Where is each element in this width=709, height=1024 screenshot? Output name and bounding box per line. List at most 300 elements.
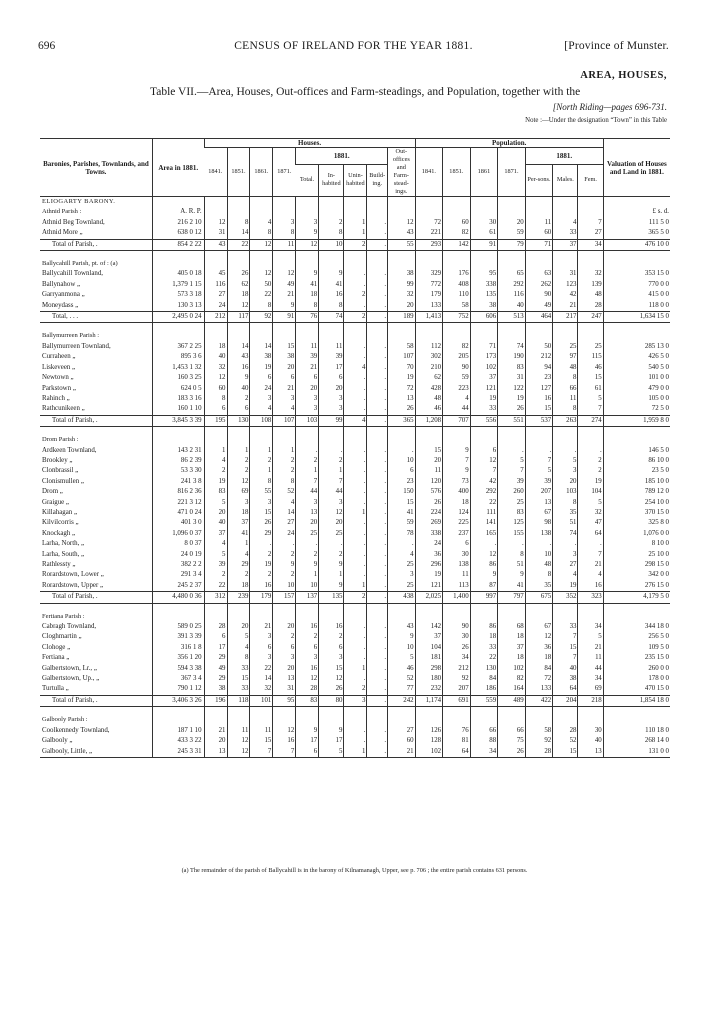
row-cell: 12 [227, 477, 250, 487]
row-cell: 797 [498, 592, 526, 603]
empty-cell [498, 197, 526, 208]
row-cell: 338 [470, 280, 498, 290]
row-cell: 370 15 0 [603, 508, 670, 518]
row-cell: 179 [250, 592, 273, 603]
empty-cell [388, 207, 416, 217]
row-cell: 43 [227, 352, 250, 362]
row-cell: 7 [319, 477, 344, 487]
row-cell: 292 [498, 280, 526, 290]
empty-cell [443, 612, 471, 622]
row-cell: 3 [388, 570, 416, 580]
row-cell: 32 [204, 363, 227, 373]
row-cell: 33 [470, 643, 498, 653]
row-cell: 8 [204, 394, 227, 404]
row-cell: 12 [273, 269, 296, 279]
row-cell: 23 5 0 [603, 466, 670, 476]
row-cell: . [367, 539, 388, 549]
heading-row [40, 259, 670, 269]
row-cell: 11 [553, 394, 578, 404]
row-cell: 5 [388, 653, 416, 663]
row-cell: 3 [319, 394, 344, 404]
row-cell: 2 [344, 312, 367, 323]
col-p1861: 1861 [470, 148, 498, 197]
spacer-cell [152, 427, 204, 436]
spacer-cell [470, 251, 498, 260]
row-cell: 21 [578, 560, 603, 570]
row-cell: 146 5 0 [603, 446, 670, 456]
row-cell: 52 [273, 487, 296, 497]
row-cell: 45 [204, 269, 227, 279]
row-cell: 312 [204, 592, 227, 603]
heading-row [40, 435, 670, 445]
row-cell: 2 [250, 456, 273, 466]
row-cell: 59 [388, 518, 416, 528]
row-cell: 74 [553, 529, 578, 539]
row-cell: 95 [273, 695, 296, 706]
row-cell: 38 [388, 269, 416, 279]
row-cell: 103 [296, 415, 319, 426]
row-cell: 8 [250, 477, 273, 487]
row-cell: 9 [319, 581, 344, 592]
spacer-cell [553, 603, 578, 612]
row-cell: . [344, 352, 367, 362]
row-cell: . [344, 269, 367, 279]
row-cell: . [367, 518, 388, 528]
row-cell: 8 [227, 653, 250, 663]
row-cell: 2 [319, 550, 344, 560]
empty-cell [344, 331, 367, 341]
row-cell: 30 [443, 632, 471, 642]
spacer-cell [603, 707, 670, 716]
row-cell: . [367, 456, 388, 466]
row-cell: 2 [273, 570, 296, 580]
row-cell: 74 [319, 312, 344, 323]
row-cell: 74 [498, 342, 526, 352]
spacer-cell [603, 323, 670, 332]
row-cell: 9 [227, 373, 250, 383]
row-cell: 1 [273, 446, 296, 456]
row-cell: . [367, 487, 388, 497]
row-cell: 382 2 2 [152, 560, 204, 570]
row-cell: 113 [443, 581, 471, 592]
spacer-cell [273, 603, 296, 612]
empty-cell [367, 715, 388, 725]
spacer-cell [578, 323, 603, 332]
row-cell: . [388, 539, 416, 549]
row-cell: 2 [250, 550, 273, 560]
row-cell: 28 [553, 726, 578, 736]
table-row [40, 684, 670, 695]
row-cell: . [344, 446, 367, 456]
row-cell: 260 [498, 487, 526, 497]
table-row [40, 664, 670, 674]
row-cell: 4 [388, 550, 416, 560]
empty-cell [367, 435, 388, 445]
row-cell: 1,634 15 0 [603, 312, 670, 323]
row-cell: 19 [415, 570, 443, 580]
row-cell: 31 [273, 684, 296, 695]
row-cell: 33 [227, 684, 250, 695]
row-cell: 38 [553, 674, 578, 684]
row-name: Drom „ [42, 488, 63, 496]
spacer-cell [344, 251, 367, 260]
total-row [40, 239, 670, 250]
empty-cell [250, 715, 273, 725]
row-cell: 1 [344, 218, 367, 228]
row-cell: 107 [273, 415, 296, 426]
spacer-cell [388, 323, 416, 332]
row-cell: 37 [470, 373, 498, 383]
row-cell: 12 [388, 218, 416, 228]
heading-row [40, 612, 670, 622]
table-row [40, 550, 670, 560]
row-cell: 352 [553, 592, 578, 603]
row-cell: 82 [443, 228, 471, 239]
empty-cell [319, 207, 344, 217]
row-cell: . [344, 498, 367, 508]
row-cell: 216 2 10 [152, 218, 204, 228]
row-name: Rathlessty „ [42, 561, 76, 568]
empty-cell [553, 259, 578, 269]
row-cell: 33 [470, 404, 498, 415]
empty-cell [344, 259, 367, 269]
row-cell: 31 [498, 373, 526, 383]
empty-cell [250, 207, 273, 217]
row-cell: 37 [415, 632, 443, 642]
row-cell: 2 [296, 456, 319, 466]
spacer-row [40, 603, 670, 612]
table-row [40, 560, 670, 570]
row-cell: 40 [578, 736, 603, 746]
row-cell: 102 [470, 363, 498, 373]
empty-cell [525, 197, 553, 208]
empty-cell [388, 197, 416, 208]
row-cell: 60 [204, 384, 227, 394]
row-cell: . [367, 342, 388, 352]
row-name: Curraheen „ [42, 353, 76, 361]
empty-cell [525, 612, 553, 622]
spacer-cell [296, 603, 319, 612]
row-cell: 1,959 8 0 [603, 415, 670, 426]
row-cell: 22 [250, 664, 273, 674]
row-name: Galbooly Parish : [42, 716, 88, 724]
row-cell: 10 [273, 581, 296, 592]
row-cell: 10 [388, 643, 416, 653]
empty-cell [603, 331, 670, 341]
row-cell: 316 1 8 [152, 643, 204, 653]
row-cell: 99 [388, 280, 416, 290]
row-cell: 6 [273, 643, 296, 653]
empty-cell [227, 612, 250, 622]
row-cell: . [344, 632, 367, 642]
empty-cell [415, 331, 443, 341]
row-cell: 2 [250, 570, 273, 580]
row-cell: 91 [273, 312, 296, 323]
empty-cell [388, 259, 416, 269]
row-cell: 21 [273, 290, 296, 300]
row-cell: 32 [250, 684, 273, 695]
row-cell: 122 [498, 384, 526, 394]
row-cell: 20 [273, 622, 296, 632]
row-cell: 20 [553, 477, 578, 487]
row-cell: 40 [227, 384, 250, 394]
row-cell: 9 [470, 570, 498, 580]
row-cell: 422 [525, 695, 553, 706]
row-cell: 71 [470, 342, 498, 352]
row-cell: 14 [273, 508, 296, 518]
row-cell: 55 [250, 487, 273, 497]
row-cell: 513 [498, 312, 526, 323]
table-row [40, 342, 670, 352]
row-cell: 95 [470, 269, 498, 279]
row-cell: 72 5 0 [603, 404, 670, 415]
row-cell: 8 [227, 218, 250, 228]
spacer-cell [152, 603, 204, 612]
row-cell: . [344, 466, 367, 476]
row-cell: 9 [388, 632, 416, 642]
row-cell: 1,379 1 15 [152, 280, 204, 290]
row-cell: 4 [273, 404, 296, 415]
row-cell: 60 [443, 218, 471, 228]
row-cell: 232 [415, 684, 443, 695]
row-cell: 71 [525, 239, 553, 250]
empty-cell [578, 207, 603, 217]
row-cell: 31 [553, 269, 578, 279]
row-cell: 173 [470, 352, 498, 362]
row-cell: 789 12 0 [603, 487, 670, 497]
row-cell: 15 [553, 747, 578, 758]
row-name: Turtulla „ [42, 685, 69, 693]
riding-pages: [North Riding—pages 696-731. [552, 102, 667, 112]
table-row [40, 301, 670, 312]
empty-cell [470, 331, 498, 341]
row-cell: 7 [498, 466, 526, 476]
row-cell: . [525, 539, 553, 549]
row-cell: 18 [498, 653, 526, 663]
spacer-cell [250, 427, 273, 436]
row-cell: 118 [227, 695, 250, 706]
spacer-cell [498, 427, 526, 436]
row-cell: 14 [250, 342, 273, 352]
row-cell: . [367, 301, 388, 312]
empty-cell [319, 715, 344, 725]
row-cell: 29 [227, 560, 250, 570]
row-cell: 276 15 0 [603, 581, 670, 592]
row-cell: 18 [470, 632, 498, 642]
row-cell: 15 [578, 373, 603, 383]
row-cell: 291 3 4 [152, 570, 204, 580]
row-cell: 2 [273, 632, 296, 642]
row-cell: 66 [470, 726, 498, 736]
row-cell: 12 [470, 456, 498, 466]
row-cell: 19 [204, 477, 227, 487]
row-cell: 82 [498, 674, 526, 684]
row-cell: . [367, 570, 388, 580]
row-cell: 221 3 12 [152, 498, 204, 508]
row-cell: 79 [498, 239, 526, 250]
row-cell: 99 [319, 415, 344, 426]
row-cell: 10 [319, 239, 344, 250]
empty-cell [296, 435, 319, 445]
row-cell: 105 0 0 [603, 394, 670, 404]
table-row [40, 373, 670, 383]
empty-cell [388, 331, 416, 341]
row-cell: 78 [388, 529, 416, 539]
row-cell: 21 [553, 301, 578, 312]
empty-cell [319, 435, 344, 445]
row-cell: 3 [250, 632, 273, 642]
row-cell: 127 [525, 384, 553, 394]
empty-cell [470, 259, 498, 269]
row-cell: 40 [553, 664, 578, 674]
row-cell: 39 [498, 477, 526, 487]
empty-cell [227, 435, 250, 445]
row-cell: 225 [443, 518, 471, 528]
row-cell: 72 [415, 218, 443, 228]
row-cell: 50 [250, 280, 273, 290]
row-cell: 72 [388, 384, 416, 394]
spacer-cell [553, 323, 578, 332]
row-cell: 274 [578, 415, 603, 426]
spacer-cell [227, 323, 250, 332]
empty-cell [204, 197, 227, 208]
empty-cell [319, 612, 344, 622]
row-cell: 65 [498, 269, 526, 279]
empty-cell [443, 259, 471, 269]
spacer-cell [415, 707, 443, 716]
empty-cell [498, 435, 526, 445]
spacer-cell [415, 427, 443, 436]
row-cell: 25 [498, 498, 526, 508]
row-cell: 83 [204, 487, 227, 497]
row-cell: 20 [227, 622, 250, 632]
spacer-cell [319, 603, 344, 612]
row-name: Liskeveen „ [42, 363, 76, 371]
row-cell: 8 0 37 [152, 539, 204, 549]
valuation-units: £ s. d. [603, 207, 670, 217]
row-cell: 7 [553, 653, 578, 663]
row-cell: . [344, 487, 367, 497]
col-inhabited: In-habited [319, 164, 344, 196]
row-cell: 62 [415, 373, 443, 383]
row-cell: 185 10 0 [603, 477, 670, 487]
row-cell: 8 [525, 570, 553, 580]
row-cell: 80 [319, 695, 344, 706]
col-h1871: 1871. [273, 148, 296, 197]
row-cell: 3 [273, 394, 296, 404]
spacer-cell [443, 427, 471, 436]
spacer-cell [273, 707, 296, 716]
row-cell: 16 [250, 581, 273, 592]
row-cell: 9 [273, 301, 296, 312]
row-cell: 16 [525, 394, 553, 404]
table-body [40, 197, 670, 758]
row-cell: 471 0 24 [152, 508, 204, 518]
spacer-cell [367, 603, 388, 612]
row-cell: 49 [525, 301, 553, 312]
row-cell: . [344, 529, 367, 539]
row-cell: 296 [415, 560, 443, 570]
empty-cell [603, 435, 670, 445]
row-cell: 9 [296, 269, 319, 279]
row-cell: 46 [578, 363, 603, 373]
row-cell: 415 0 0 [603, 290, 670, 300]
row-cell: 22 [470, 653, 498, 663]
row-cell: 224 [415, 508, 443, 518]
row-cell: 83 [498, 363, 526, 373]
row-cell: 73 [443, 477, 471, 487]
row-cell: 43 [204, 239, 227, 250]
table-row [40, 384, 670, 394]
row-cell: 2,495 0 24 [152, 312, 204, 323]
row-cell: 60 [525, 228, 553, 239]
row-cell: . [367, 312, 388, 323]
row-cell: 138 [443, 560, 471, 570]
row-cell: 19 [578, 477, 603, 487]
row-cell: 30 [443, 550, 471, 560]
row-cell: 75 [498, 736, 526, 746]
row-name: Larha, South, „ [42, 550, 85, 558]
spacer-cell [443, 323, 471, 332]
row-cell: 8 [273, 228, 296, 239]
row-cell: 40 [204, 518, 227, 528]
empty-cell [250, 612, 273, 622]
row-cell: 38 [470, 301, 498, 312]
empty-cell [415, 435, 443, 445]
row-cell: 7 [525, 456, 553, 466]
row-cell: 25 [578, 342, 603, 352]
row-cell: 59 [498, 228, 526, 239]
row-cell: 16 [296, 622, 319, 632]
empty-cell [470, 207, 498, 217]
row-cell: 124 [443, 508, 471, 518]
row-cell: 116 [204, 280, 227, 290]
empty-cell [273, 259, 296, 269]
row-cell: 5 [319, 747, 344, 758]
row-cell: 2,025 [415, 592, 443, 603]
row-cell: 64 [443, 747, 471, 758]
row-name: Clohoge „ [42, 643, 71, 651]
row-cell: 44 [578, 664, 603, 674]
row-name: Clonismullen „ [42, 477, 84, 485]
row-cell: 20 [296, 384, 319, 394]
row-name: Total of Parish, . [40, 695, 152, 706]
row-cell: 33 [553, 622, 578, 632]
row-cell: . [367, 695, 388, 706]
row-cell: 48 [578, 290, 603, 300]
empty-cell [227, 207, 250, 217]
row-cell: . [250, 539, 273, 549]
row-cell: 895 3 6 [152, 352, 204, 362]
row-cell: 15 [525, 404, 553, 415]
empty-cell [578, 197, 603, 208]
row-cell: 7 [578, 404, 603, 415]
row-cell: 103 [553, 487, 578, 497]
row-cell: . [367, 404, 388, 415]
row-cell: 37 [498, 643, 526, 653]
row-cell: . [344, 373, 367, 383]
row-cell: 24 [250, 384, 273, 394]
empty-cell [319, 259, 344, 269]
row-name: Rorardstown, Lower „ [42, 571, 104, 579]
row-cell: 27 [204, 290, 227, 300]
row-cell: 15 [250, 508, 273, 518]
row-cell: 8 [296, 301, 319, 312]
empty-cell [578, 331, 603, 341]
empty-cell [603, 612, 670, 622]
row-cell: 18 [227, 581, 250, 592]
row-cell: 12 [525, 632, 553, 642]
